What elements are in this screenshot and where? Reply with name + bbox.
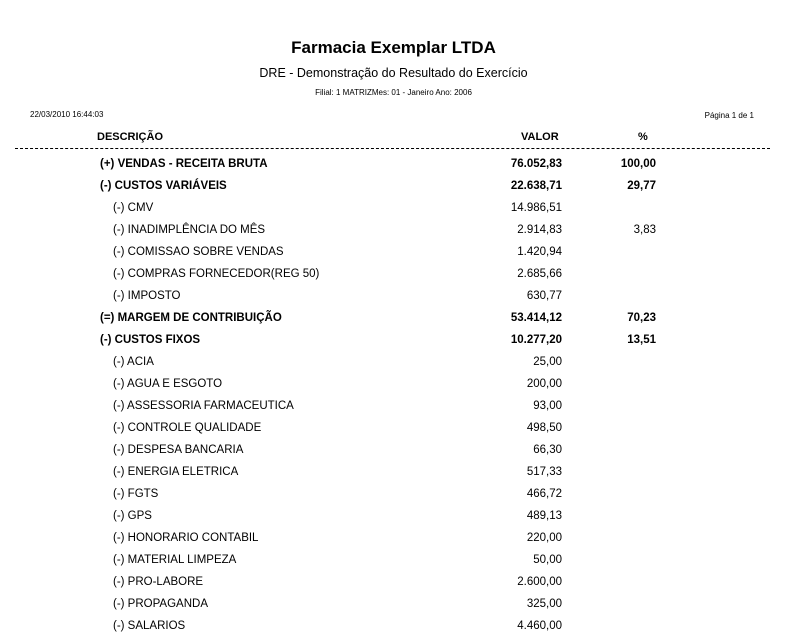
company-name: Farmacia Exemplar LTDA (291, 38, 496, 57)
row-description: (-) PRO-LABORE (113, 576, 204, 588)
report-rows (0, 154, 787, 638)
page-indicator: Página 1 de 1 (704, 111, 754, 120)
item-row (0, 198, 787, 220)
row-description: (-) DESPESA BANCARIA (113, 444, 244, 456)
row-value: 10.277,20 (510, 334, 562, 346)
item-row (0, 352, 787, 374)
item-row (0, 396, 787, 418)
item-row (0, 264, 787, 286)
item-row (0, 616, 787, 638)
row-value: 50,00 (533, 554, 562, 566)
row-description: (-) CUSTOS VARIÁVEIS (100, 180, 227, 192)
item-row (0, 462, 787, 484)
report-title: DRE - Demonstração do Resultado do Exercício (259, 66, 528, 80)
row-description: (+) VENDAS - RECEITA BRUTA (100, 158, 268, 170)
row-value: 76.052,83 (510, 158, 562, 170)
row-description: (-) COMISSAO SOBRE VENDAS (113, 246, 284, 258)
row-value: 498,50 (526, 422, 562, 434)
item-row (0, 484, 787, 506)
row-description: (-) PROPAGANDA (113, 598, 208, 610)
item-row (0, 506, 787, 528)
row-description: (-) CMV (113, 202, 154, 214)
row-description: (=) MARGEM DE CONTRIBUIÇÃO (100, 312, 282, 324)
row-value: 14.986,51 (510, 202, 562, 214)
row-description: (-) CONTROLE QUALIDADE (113, 422, 262, 434)
row-value: 2.914,83 (517, 224, 562, 236)
item-row (0, 440, 787, 462)
row-percent: 100,00 (620, 158, 656, 170)
row-value: 200,00 (526, 378, 562, 390)
row-value: 4.460,00 (517, 620, 562, 632)
group-row (0, 308, 787, 330)
row-description: (-) IMPOSTO (113, 290, 181, 302)
group-row (0, 176, 787, 198)
row-percent: 29,77 (627, 180, 656, 192)
item-row (0, 286, 787, 308)
row-value: 93,00 (533, 400, 562, 412)
item-row (0, 528, 787, 550)
item-row (0, 242, 787, 264)
row-value: 22.638,71 (510, 180, 562, 192)
report-filter: Filial: 1 MATRIZMes: 01 - Janeiro Ano: 2006 (315, 88, 472, 97)
column-percent: % (638, 131, 648, 143)
row-description: (-) COMPRAS FORNECEDOR(REG 50) (113, 268, 320, 280)
row-description: (-) CUSTOS FIXOS (100, 334, 201, 346)
row-value: 466,72 (526, 488, 562, 500)
row-description: (-) HONORARIO CONTABIL (113, 532, 259, 544)
item-row (0, 594, 787, 616)
row-description: (-) ACIA (113, 356, 154, 368)
row-value: 630,77 (526, 290, 562, 302)
item-row (0, 418, 787, 440)
row-value: 220,00 (526, 532, 562, 544)
row-value: 2.685,66 (517, 268, 562, 280)
row-description: (-) INADIMPLÊNCIA DO MÊS (113, 224, 266, 236)
item-row (0, 572, 787, 594)
row-description: (-) AGUA E ESGOTO (113, 378, 223, 390)
printed-datetime: 22/03/2010 16:44:03 (30, 110, 104, 119)
row-value: 517,33 (526, 466, 562, 478)
row-value: 325,00 (526, 598, 562, 610)
row-value: 2.600,00 (517, 576, 562, 588)
row-percent: 70,23 (627, 312, 656, 324)
row-description: (-) ASSESSORIA FARMACEUTICA (113, 400, 294, 412)
row-description: (-) ENERGIA ELETRICA (113, 466, 239, 478)
row-percent: 13,51 (627, 334, 656, 346)
item-row (0, 550, 787, 572)
row-percent: 3,83 (633, 224, 656, 236)
column-description: DESCRIÇÃO (97, 131, 164, 143)
column-header (0, 131, 787, 145)
row-description: (-) GPS (113, 510, 152, 522)
row-value: 53.414,12 (510, 312, 562, 324)
group-row (0, 330, 787, 352)
row-value: 489,13 (526, 510, 562, 522)
item-row (0, 220, 787, 242)
group-row (0, 154, 787, 176)
row-value: 25,00 (533, 356, 562, 368)
row-value: 66,30 (533, 444, 562, 456)
row-value: 1.420,94 (517, 246, 562, 258)
row-description: (-) FGTS (113, 488, 159, 500)
item-row (0, 374, 787, 396)
row-description: (-) SALARIOS (113, 620, 186, 632)
row-description: (-) MATERIAL LIMPEZA (113, 554, 237, 566)
column-value: VALOR (521, 131, 559, 143)
header-divider (15, 148, 770, 149)
